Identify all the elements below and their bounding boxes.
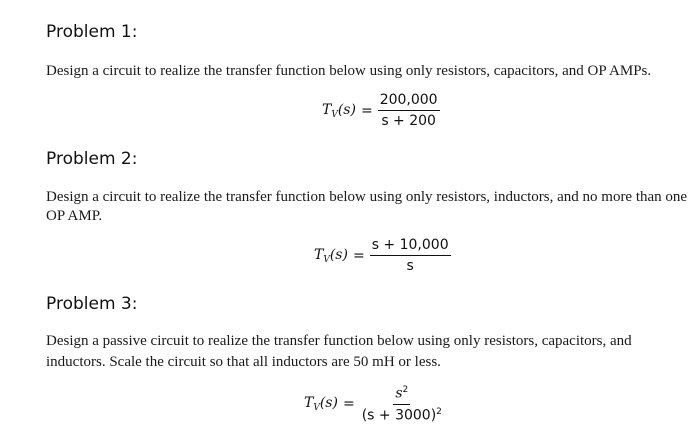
problem-2-equation xyxy=(314,237,451,274)
fraction-denominator: $(s + 3000)^2$ xyxy=(361,406,442,424)
problem-1-text: Design a circuit to realize the transfer function below using only resistors, capacitors, and OP AMPs. xyxy=(46,63,652,79)
problem-3-text-line-1: Design a passive circuit to realize the transfer function below using only resistors, capacitors, and xyxy=(46,333,632,349)
problem-1-heading: Problem 1: xyxy=(46,22,138,42)
fraction-denominator: s + 200 xyxy=(381,113,436,129)
equals-sign: = xyxy=(342,396,355,413)
fraction xyxy=(378,92,440,129)
fraction xyxy=(370,237,451,274)
fraction xyxy=(360,385,444,423)
equation-lhs: $T_V(s)$ xyxy=(322,101,356,120)
fraction-numerator: 200,000 xyxy=(378,92,440,111)
problem-2-text-line-1: Design a circuit to realize the transfer function below using only resistors, inductors, and no more than one xyxy=(46,189,688,205)
problem-1-equation xyxy=(322,92,440,129)
equals-sign: = xyxy=(352,247,365,264)
equation-lhs: $T_V(s)$ xyxy=(304,395,338,414)
problem-3-heading: Problem 3: xyxy=(46,294,138,314)
problem-2-text-line-2: OP AMP. xyxy=(46,208,103,224)
fraction-numerator: $s^2$ xyxy=(393,385,410,405)
problem-3-text-line-2: inductors. Scale the circuit so that all inductors are 50 mH or less. xyxy=(46,354,441,370)
fraction-numerator: s + 10,000 xyxy=(370,237,451,256)
problem-3-equation xyxy=(304,385,444,423)
equation-lhs: $T_V(s)$ xyxy=(314,246,348,265)
problem-2-heading: Problem 2: xyxy=(46,149,138,169)
fraction-denominator: s xyxy=(406,258,414,274)
equals-sign: = xyxy=(360,102,373,119)
